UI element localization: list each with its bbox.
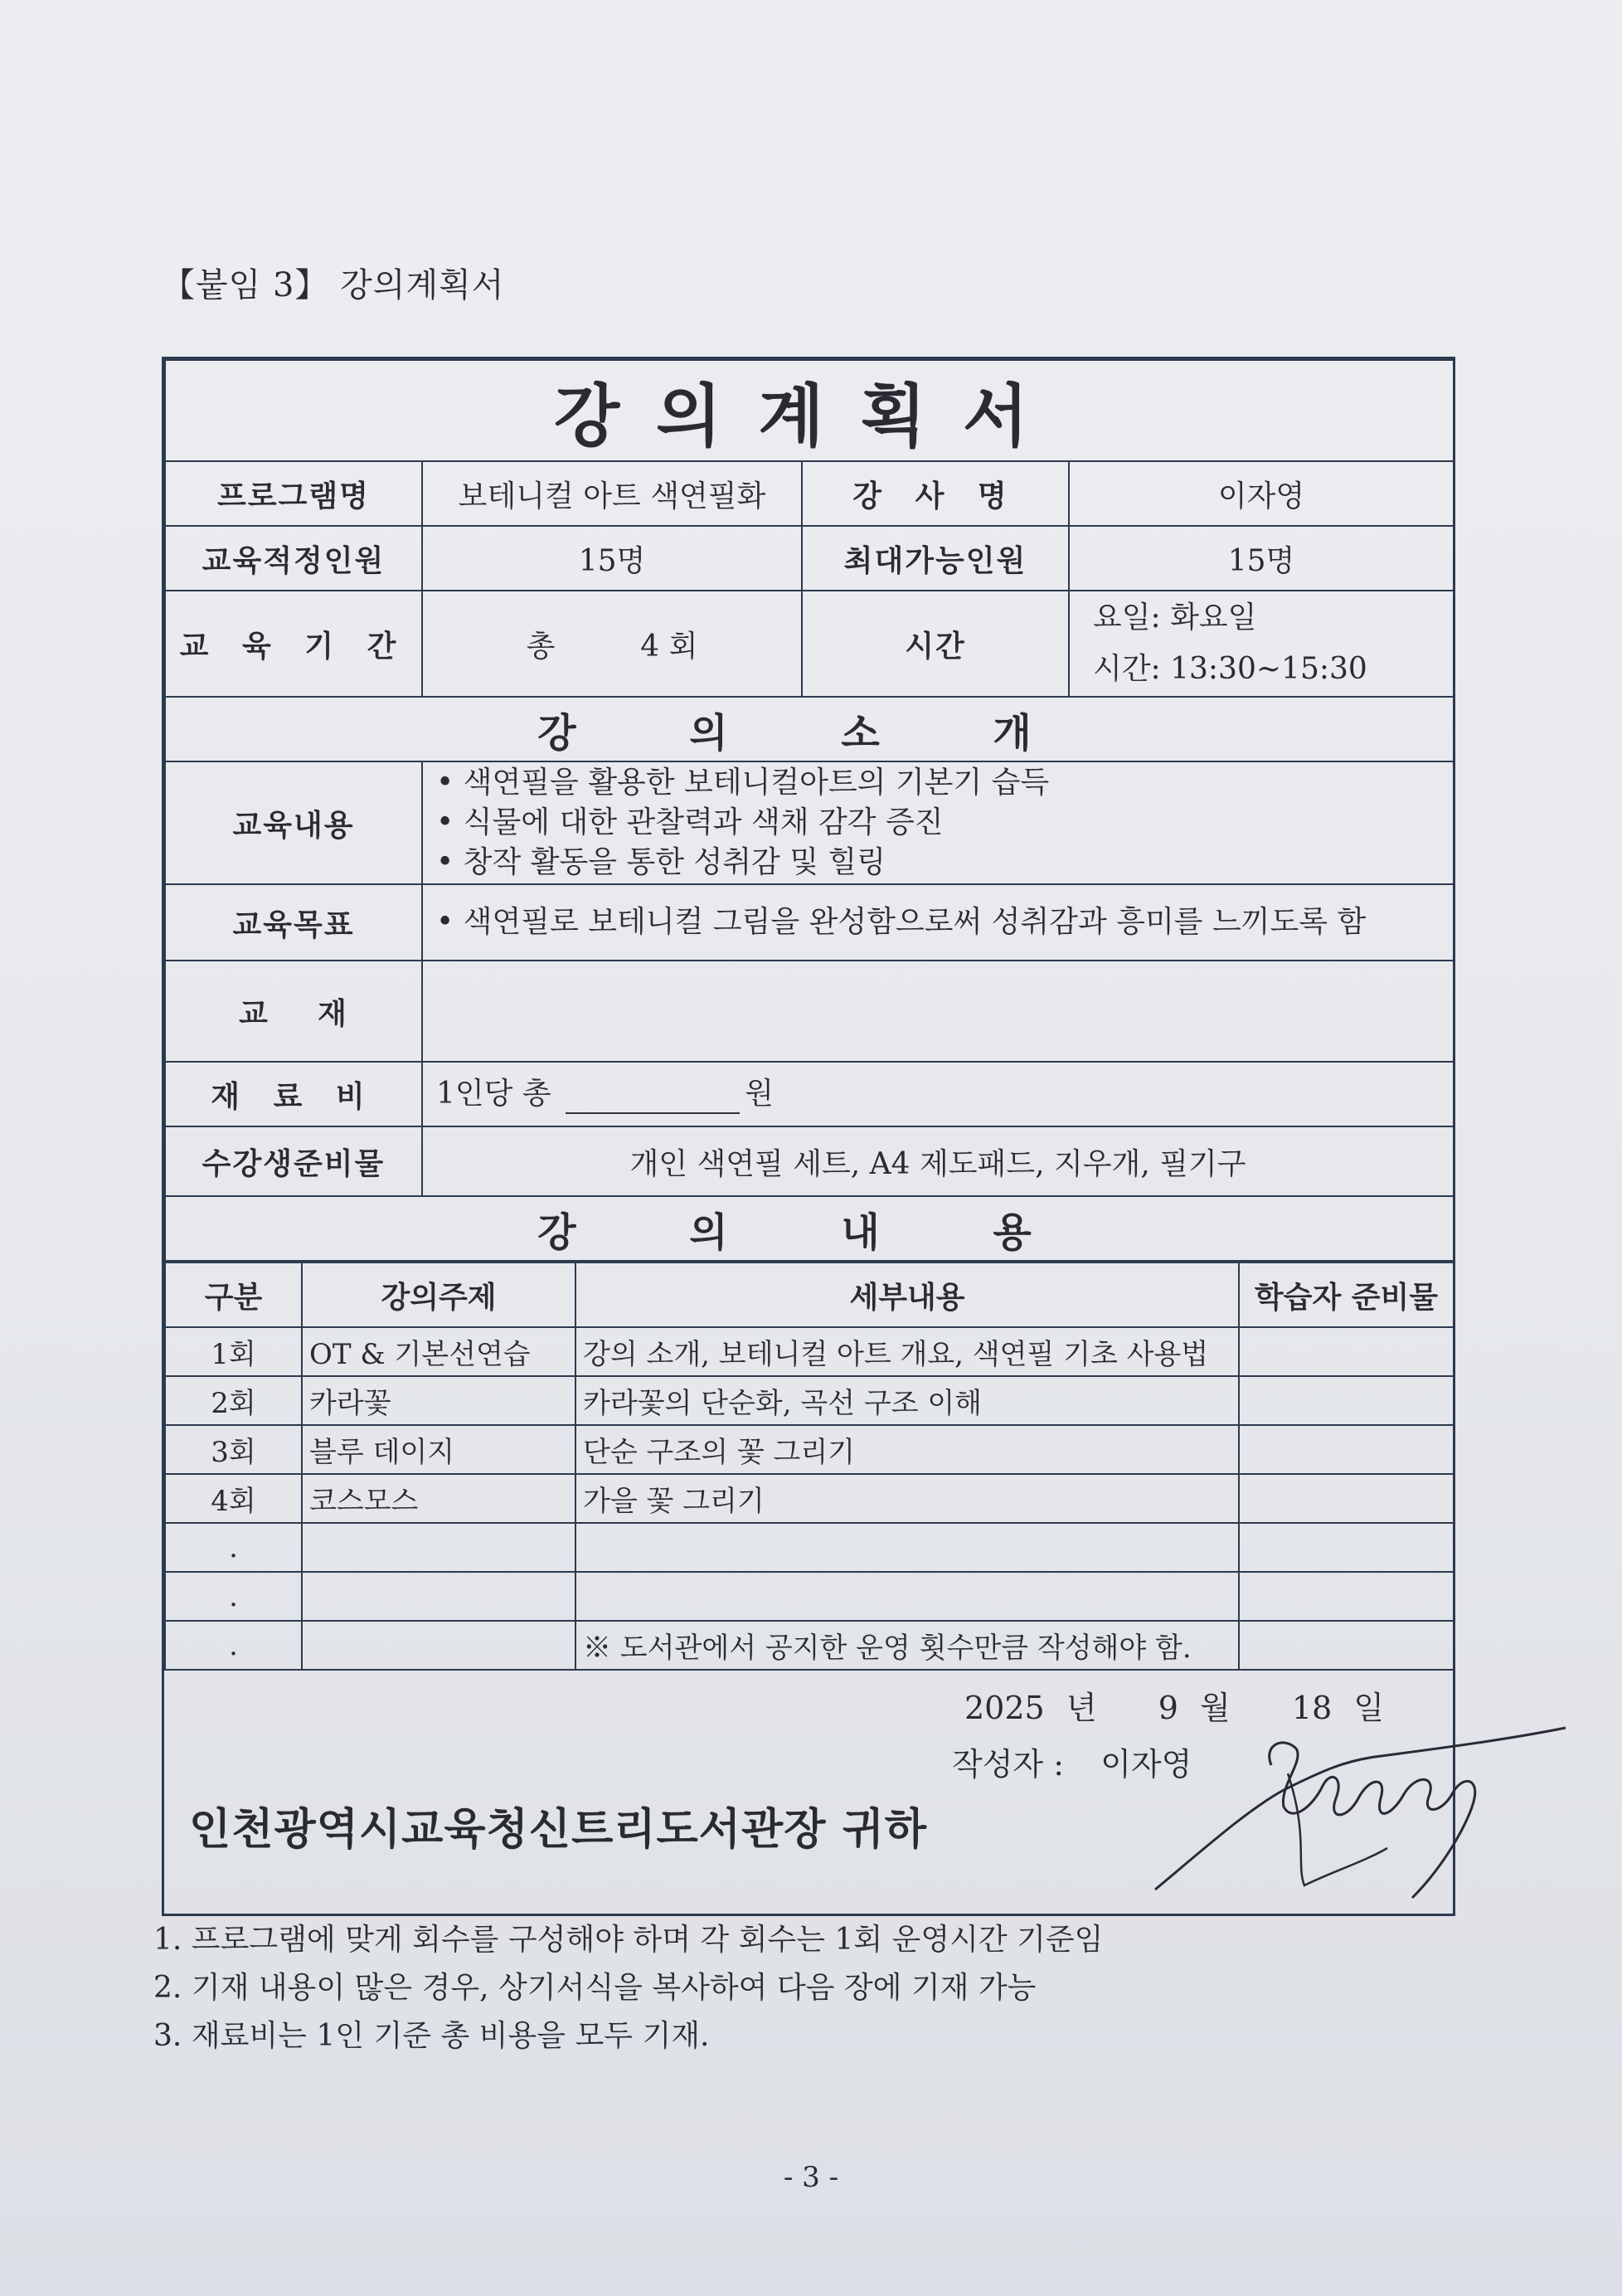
date-day-unit: 일 (1353, 1690, 1385, 1726)
footnote: 1. 프로그램에 맞게 회수를 구성해야 하며 각 회수는 1회 운영시간 기준임 (153, 1923, 1104, 1957)
material-label: 재 료 비 (165, 1062, 422, 1126)
instructor-label: 강 사 명 (802, 461, 1069, 526)
goal-label: 교육목표 (165, 884, 422, 961)
material-value (422, 1062, 1454, 1126)
row-no: . (165, 1523, 302, 1572)
table-row (165, 1572, 1454, 1621)
content-item: • 식물에 대한 관찰력과 색채 감각 증진 (436, 805, 944, 839)
row-no: 2회 (165, 1376, 302, 1425)
time-line: 시간: 13:30~15:30 (1093, 652, 1367, 686)
row-detail: 가을 꽃 그리기 (575, 1474, 1239, 1523)
max-capacity-value: 15명 (1069, 526, 1454, 591)
row-no: . (165, 1621, 302, 1670)
table-row (165, 1327, 1454, 1376)
recipient: 인천광역시교육청신트리도서관장 귀하 (189, 1804, 928, 1855)
info-table (164, 359, 1454, 1262)
row-topic (302, 1572, 575, 1621)
doc-title: 강의계획서 (165, 360, 1454, 461)
time-value (1069, 591, 1454, 697)
date-month: 9 (1158, 1690, 1178, 1726)
footnote: 3. 재료비는 1인 기준 총 비용을 모두 기재. (153, 2019, 710, 2053)
table-row (165, 1425, 1454, 1474)
row-prep (1239, 1572, 1454, 1621)
page-number: - 3 - (783, 2161, 839, 2194)
header-detail: 세부내용 (575, 1262, 1239, 1327)
row-detail (575, 1572, 1239, 1621)
table-row (165, 1523, 1454, 1572)
textbook-label: 교 재 (165, 961, 422, 1062)
time-label: 시간 (802, 591, 1069, 697)
period-label: 교 육 기 간 (165, 591, 422, 697)
textbook-value (422, 961, 1454, 1062)
date-year-unit: 년 (1066, 1690, 1097, 1726)
row-no: 3회 (165, 1425, 302, 1474)
handwritten-signature (1139, 1682, 1570, 1906)
row-prep (1239, 1376, 1454, 1425)
author-name: 이자영 (1100, 1746, 1192, 1783)
row-prep (1239, 1327, 1454, 1376)
row-no: 4회 (165, 1474, 302, 1523)
lecture-schedule-table (164, 1262, 1454, 1671)
row-prep (1239, 1425, 1454, 1474)
supplies-label: 수강생준비물 (165, 1126, 422, 1196)
material-amount-blank (566, 1087, 740, 1114)
content-item: • 창작 활동을 통한 성취감 및 힐링 (436, 845, 886, 879)
row-topic: OT & 기본선연습 (302, 1327, 575, 1376)
header-topic: 강의주제 (302, 1262, 575, 1327)
footnotes (153, 1916, 1103, 2060)
lectures-section-title: 강 의 내 용 (165, 1196, 1454, 1261)
row-no: 1회 (165, 1327, 302, 1376)
material-prefix: 1인당 총 (436, 1077, 551, 1111)
capacity-value: 15명 (422, 526, 802, 591)
content-item: • 색연필을 활용한 보테니컬아트의 기본기 습득 (436, 766, 1050, 800)
day-line: 요일: 화요일 (1093, 601, 1257, 635)
instructor-value: 이자영 (1069, 461, 1454, 526)
header-no: 구분 (165, 1262, 302, 1327)
row-no: . (165, 1572, 302, 1621)
row-detail: 강의 소개, 보테니컬 아트 개요, 색연필 기초 사용법 (575, 1327, 1239, 1376)
table-row (165, 1474, 1454, 1523)
date-year: 2025 (964, 1690, 1045, 1726)
program-value: 보테니컬 아트 색연필화 (422, 461, 802, 526)
signoff-area (164, 1632, 1453, 1914)
row-detail: 카라꽃의 단순화, 곡선 구조 이해 (575, 1376, 1239, 1425)
date-month-unit: 월 (1200, 1690, 1231, 1726)
footnote: 2. 기재 내용이 많은 경우, 상기서식을 복사하여 다음 장에 기재 가능 (153, 1971, 1037, 2005)
row-prep (1239, 1523, 1454, 1572)
row-topic: 카라꽃 (302, 1376, 575, 1425)
period-count: 4 회 (640, 629, 698, 664)
row-detail: ※ 도서관에서 공지한 운영 횟수만큼 작성해야 함. (575, 1621, 1239, 1670)
date-day: 18 (1291, 1690, 1333, 1726)
capacity-label: 교육적정인원 (165, 526, 422, 591)
period-value (422, 591, 802, 697)
table-row (165, 1376, 1454, 1425)
attachment-label: 【붙임 3】 강의계획서 (162, 266, 505, 304)
row-topic (302, 1523, 575, 1572)
content-label: 교육내용 (165, 761, 422, 884)
goal-text: • 색연필로 보테니컬 그림을 완성함으로써 성취감과 흥미를 느끼도록 함 (422, 884, 1454, 961)
lecture-plan-form (162, 357, 1455, 1916)
content-list (422, 761, 1454, 884)
row-detail: 단순 구조의 꽃 그리기 (575, 1425, 1239, 1474)
program-label: 프로그램명 (165, 461, 422, 526)
row-topic: 블루 데이지 (302, 1425, 575, 1474)
supplies-value: 개인 색연필 세트, A4 제도패드, 지우개, 필기구 (422, 1126, 1454, 1196)
intro-section-title: 강 의 소 개 (165, 697, 1454, 761)
row-prep (1239, 1474, 1454, 1523)
row-detail (575, 1523, 1239, 1572)
material-suffix: 원 (745, 1077, 774, 1111)
period-total: 총 (526, 629, 556, 664)
author-label: 작성자 : (952, 1746, 1065, 1783)
max-capacity-label: 최대가능인원 (802, 526, 1069, 591)
row-topic: 코스모스 (302, 1474, 575, 1523)
header-prep: 학습자 준비물 (1239, 1262, 1454, 1327)
